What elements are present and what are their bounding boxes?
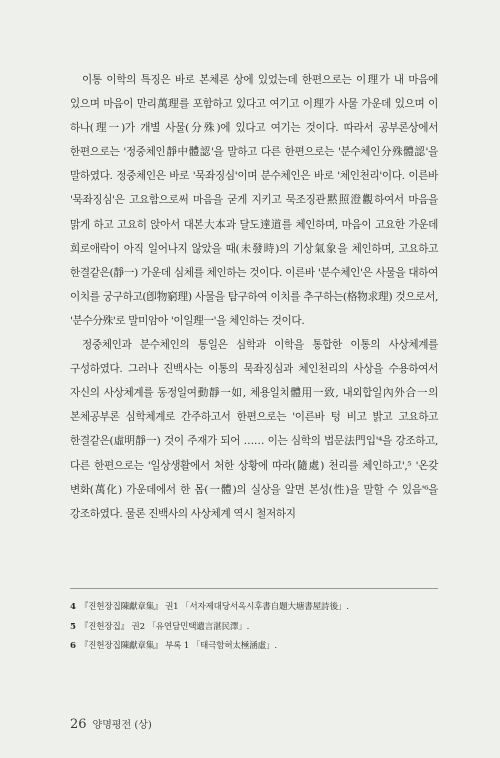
footnote-6 xyxy=(70,637,438,657)
footnote-divider xyxy=(70,588,438,589)
page-number: 26 xyxy=(70,717,87,732)
page-footer xyxy=(70,716,152,732)
footnote-number: 5 xyxy=(70,621,76,632)
footnote-text: 『진헌장집陳獻章集』 권1 「서자제대당서옥시후書自題大塘書屋詩後」. xyxy=(79,602,349,612)
paragraph-1: 이통 이학의 특징은 바로 본체론 상에 있었는데 한편으로는 이理가 내 마음에 있으며 마음이 만리萬理를 포함하고 있다고 여기고 이理가 사물 가운데 있으며 이 하나(理一)가 개별 사물(分殊)에 있다고 여기는 것이다. 따라서 공부론상에서 한편으로는 '정중체인靜中體認'을 말하고 다른 한편으로는 '분수체인分殊體認'을 말하였다. 정중체인은 바로 '묵좌징심'이며 분수체인은 바로 '체인천리'이다. 이른바 '묵좌징심'은 고요함으로써 마음을 굳게 지키고 묵조징관黙照澄觀하여서 마음을 맑게 하고 고요히 앉아서 대본大本과 달도達道를 체인하며, 마음이 고요한 가운데 희로애락이 아직 일어나지 않았을 때(未發時)의 기상氣象을 체인하며, 고요하고 한결같은(靜一) 가운데 심체를 체인하는 것이다. 이른바 '분수체인'은 사물을 대하여 이치를 궁구하고(卽物窮理) 사물을 탐구하여 이치를 추구하는(格物求理) 것으로서, '분수分殊'로 말미암아 '이일理一'을 체인하는 것이다. xyxy=(70,74,438,327)
footnotes xyxy=(70,598,438,657)
footnote-4 xyxy=(70,598,438,618)
main-text xyxy=(70,68,438,526)
running-title: 양명평전 (상) xyxy=(92,720,152,731)
footnote-text: 『진헌장집陳獻章集』 부록 1 「태극함허太極涵虛」. xyxy=(79,641,277,651)
footnote-5 xyxy=(70,618,438,638)
paragraph-2: 정중체인과 분수체인의 통일은 심학과 이학을 통합한 이통의 사상체계를 구성하였다. 그러나 진백사는 이통의 묵좌징심과 체인천리의 사상을 수용하여서 자신의 사상체계를 동정일여動靜一如, 체용일치體用一致, 내외합일內外合一의 본체공부론 심학체계로 간주하고서 한편으로는 '이른바 텅 비고 밝고 고요하고 한결같은(虛明靜一) 것이 주재가 되어 …… 이는 심학의 법문法門입'⁴을 강조하고, 다른 한편으로는 '일상생활에서 처한 상황에 따라(隨處) 천리를 체인하고',⁵ '온갖 변화(萬化) 가운데에서 한 몸(一體)의 실상을 알면 본성(性)을 말할 수 있음'⁶을 강조하였다. 물론 진백사의 사상체계 역시 철저하지 xyxy=(70,339,438,520)
footnote-number: 6 xyxy=(70,641,76,651)
footnote-text: 『진헌장집』 권2 「유연담민택遺言湛民澤」. xyxy=(79,621,250,632)
footnote-number: 4 xyxy=(70,602,76,612)
